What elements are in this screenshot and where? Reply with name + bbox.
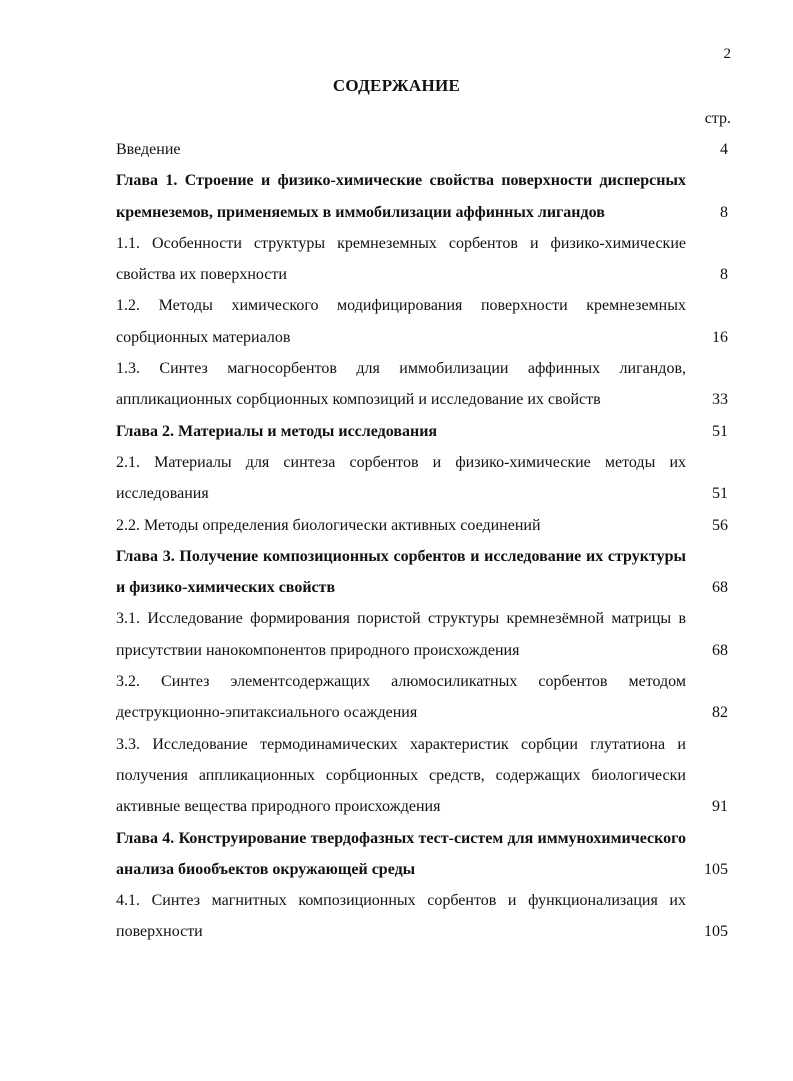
toc-entry-text: 1.1. Особенности структуры кремнеземных сорбентов и физико-химические свойства их поверхности <box>116 234 686 284</box>
toc-entry-chapter-1 <box>116 165 728 228</box>
toc-entry-chapter-2 <box>116 416 728 447</box>
toc-entry-3-1 <box>116 603 728 666</box>
toc-entry-text: 1.2. Методы химического модифицирования поверхности кремнеземных сорбционных материалов <box>116 297 686 346</box>
toc-entry-2-1 <box>116 447 728 510</box>
toc-entry-page: 56 <box>712 516 728 534</box>
toc-entry-1-1 <box>116 228 728 291</box>
toc-entry-page: 8 <box>720 266 728 284</box>
toc-entry-page: 4 <box>720 141 728 158</box>
toc-entry-page: 68 <box>712 579 728 597</box>
toc-entry-text: 3.1. Исследование формирования пористой структуры кремнезёмной матрицы в присутствии нанокомпонентов природного происхождения <box>116 610 686 659</box>
toc-entry-introduction <box>116 134 728 165</box>
toc-entry-text: 3.3. Исследование термодинамических характеристик сорбции глутатиона и получения аппликационных сорбционных средств, содержащих биологически активные вещества природного происхождения <box>116 735 686 816</box>
toc-entry-1-2 <box>116 290 728 353</box>
toc-entry-text: Глава 4. Конструирование твердофазных тест-систем для иммунохимического анализа биообъектов окружающей среды <box>116 829 686 878</box>
toc-entry-page: 105 <box>704 923 728 941</box>
toc-entry-page: 82 <box>712 704 728 722</box>
table-of-contents <box>116 134 728 948</box>
toc-entry-text: 2.1. Материалы для синтеза сорбентов и физико-химические методы их исследования <box>116 453 686 503</box>
toc-entry-3-3 <box>116 729 728 823</box>
toc-entry-page: 51 <box>712 485 728 503</box>
toc-entry-text: 2.2. Методы определения биологически активных соединений <box>116 516 541 534</box>
page-column-label: стр. <box>704 110 731 127</box>
toc-entry-4-1 <box>116 885 728 948</box>
toc-entry-1-3 <box>116 353 728 416</box>
toc-entry-page: 16 <box>712 328 728 346</box>
page-number: 2 <box>723 46 731 62</box>
toc-entry-text: Введение <box>116 141 181 158</box>
toc-entry-page: 68 <box>712 641 728 659</box>
toc-entry-3-2 <box>116 666 728 729</box>
toc-entry-text: 1.3. Синтез магносорбентов для иммобилизации аффинных лигандов, аппликационных сорбционных композиций и исследование их свойств <box>116 360 686 409</box>
toc-entry-page: 105 <box>704 860 728 878</box>
page-title: СОДЕРЖАНИЕ <box>332 76 461 95</box>
toc-entry-text: Глава 3. Получение композиционных сорбентов и исследование их структуры и физико-химических свойств <box>116 547 686 597</box>
toc-entry-text: 4.1. Синтез магнитных композиционных сорбентов и функционализация их поверхности <box>116 892 686 941</box>
toc-entry-text: Глава 2. Материалы и методы исследования <box>116 422 438 440</box>
toc-entry-page: 8 <box>720 203 728 221</box>
toc-entry-chapter-3 <box>116 541 728 604</box>
toc-entry-text: Глава 1. Строение и физико-химические свойства поверхности дисперсных кремнеземов, применяемых в иммобилизации аффинных лигандов <box>116 172 686 221</box>
toc-entry-text: 3.2. Синтез элементсодержащих алюмосиликатных сорбентов методом деструкционно-эпитаксиального осаждения <box>116 673 686 722</box>
toc-entry-2-2 <box>116 510 728 541</box>
toc-entry-page: 51 <box>712 422 728 440</box>
toc-entry-page: 33 <box>712 391 728 409</box>
toc-entry-page: 91 <box>712 798 728 816</box>
toc-entry-chapter-4 <box>116 823 728 886</box>
